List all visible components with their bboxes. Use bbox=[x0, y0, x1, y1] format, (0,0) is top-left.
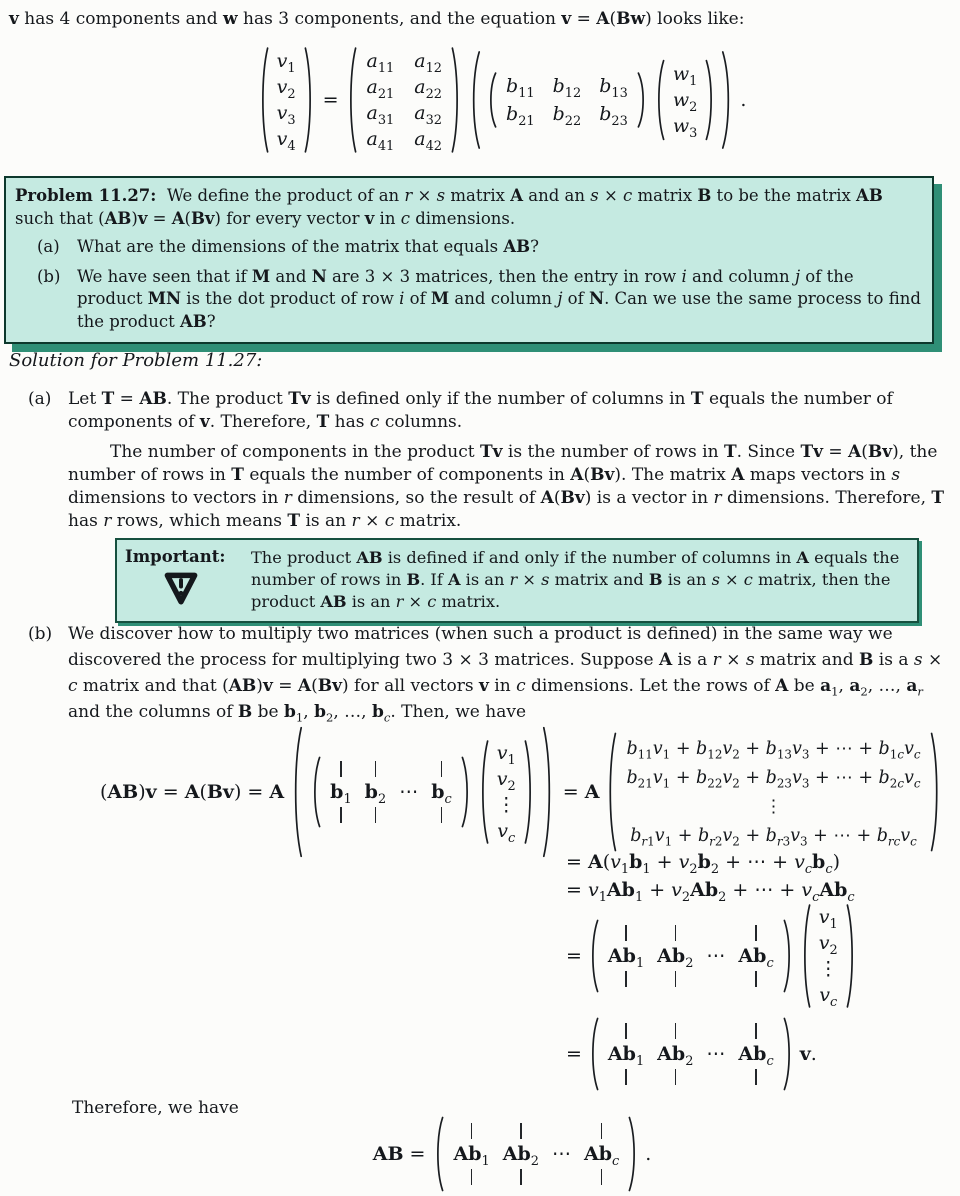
matrix-cell: $a_{12}$ bbox=[414, 50, 443, 76]
part-b-paragraph: We discover how to multiply two matrices (when such a product is defined) in the same way we discovered the process for multiplying two 3 × 3 matrices. Suppose A is a r × s matrix and B is a s × c matrix and that (AB)v = A(Bv) for all vectors v in c dimensions. Let the rows of A be $a_1$, $a_2$, …, $a_r$ and the columns of B be $b_1$, $b_2$, …, $b_c$. Then, we have bbox=[68, 624, 943, 725]
problem-item-b bbox=[15, 266, 921, 334]
v-column-vector bbox=[478, 739, 535, 845]
left-paren-icon bbox=[468, 50, 482, 150]
matrix-column-bar bbox=[675, 1069, 677, 1085]
left-paren-icon bbox=[346, 46, 358, 154]
spacer bbox=[561, 1123, 563, 1139]
spacer bbox=[408, 761, 410, 777]
matrix-cell: $v_2$ bbox=[818, 932, 838, 958]
matrix-cell: $v_1$ bbox=[818, 906, 838, 932]
matrix-cell: $v_c$ bbox=[819, 984, 838, 1010]
equals-sign: = bbox=[322, 89, 339, 111]
Ab-columns-matrix bbox=[588, 1017, 794, 1091]
matrix-cell: $Ab_2$ bbox=[502, 1143, 539, 1169]
part-b-label: (b) bbox=[28, 624, 53, 644]
matrix-column-bar bbox=[755, 925, 757, 941]
matrix-cell: $a_{31}$ bbox=[366, 102, 395, 128]
spacer bbox=[715, 925, 717, 941]
final-equation bbox=[32, 1114, 960, 1194]
item-b-text: We have seen that if M and N are 3 × 3 matrices, then the entry in row i and column j of the product MN is the dot product of row i of M and column j of N. Can we use the same process to find the product AB? bbox=[77, 266, 921, 331]
matrix-column-bar bbox=[755, 1023, 757, 1039]
spacer bbox=[715, 1069, 717, 1085]
problem-intro-text: We define the product of an r × s matrix A and an s × c matrix B to be the matrix AB such that (AB)v = A(Bv) for every vector v in c dimensions. bbox=[15, 186, 883, 228]
equals-sign: = bbox=[566, 945, 582, 967]
equals-A: = A bbox=[562, 781, 600, 803]
part-a-paragraph-2: The number of components in the product Tv is the number of rows in T. Since Tv = A(Bv), the number of rows in T equals the number of components in A(Bv). The matrix A maps vectors in s dimensions to vectors in r dimensions, so the result of A(Bv) is a vector in r dimensions. Therefore, T has r rows, which means T is an r × c matrix. bbox=[68, 442, 945, 531]
matrix-column-bar bbox=[625, 1069, 627, 1085]
matrix-cell: ⋯ bbox=[551, 1143, 571, 1165]
right-paren-icon bbox=[303, 46, 315, 154]
spacer bbox=[561, 1169, 563, 1185]
important-box-left bbox=[125, 547, 237, 609]
right-paren-icon bbox=[720, 50, 734, 150]
part-a-paragraph-1: Let T = AB. The product Tv is defined only if the number of columns in T equals the number of components of v. Therefore, T has c columns. bbox=[68, 389, 893, 432]
right-paren-icon bbox=[704, 59, 716, 141]
right-paren-icon bbox=[460, 756, 472, 828]
period: . bbox=[740, 89, 747, 111]
matrix-cell: $b_{11}v_1 + b_{12}v_2 + b_{13}v_3$ + ⋯ + $b_{1c}v_c$ bbox=[626, 738, 921, 761]
right-paren-icon bbox=[523, 739, 535, 845]
problem-item-a bbox=[15, 236, 921, 259]
right-paren-icon bbox=[450, 46, 462, 154]
matrix-cell: $b_2$ bbox=[364, 781, 387, 807]
matrix-cell: $v_4$ bbox=[276, 128, 296, 154]
matrix-cell: $b_{23}$ bbox=[599, 103, 628, 129]
right-paren-icon bbox=[782, 919, 794, 993]
v-column-vector bbox=[800, 903, 857, 1009]
matrix-cell: $v_2$ bbox=[496, 768, 516, 794]
matrix-column-bar bbox=[601, 1123, 603, 1139]
right-paren-icon bbox=[636, 72, 648, 128]
matrix-column-bar bbox=[340, 807, 342, 823]
warning-icon bbox=[159, 569, 203, 609]
spacer bbox=[715, 971, 717, 987]
left-paren-icon bbox=[588, 919, 600, 993]
problem-statement bbox=[15, 185, 921, 230]
matrix-cell: $b_{11}$ bbox=[506, 75, 535, 101]
right-paren-icon bbox=[541, 725, 555, 859]
matrix-column-bar bbox=[625, 925, 627, 941]
matrix-cell: $b_{22}$ bbox=[552, 103, 582, 129]
b-matrix bbox=[486, 72, 648, 128]
matrix-cell: ⋯ bbox=[399, 781, 419, 803]
spacer bbox=[408, 807, 410, 823]
left-paren-icon bbox=[433, 1116, 445, 1192]
period: . bbox=[645, 1143, 652, 1165]
matrix-cell: $Ab_2$ bbox=[657, 945, 694, 971]
derivation-line-3: = $v_1Ab_1 + v_2Ab_2$ + ⋯ + $v_cAb_c$ bbox=[566, 879, 855, 905]
matrix-column-bar bbox=[441, 807, 443, 823]
derivation-line-1 bbox=[100, 724, 942, 860]
matrix-column-bar bbox=[520, 1169, 522, 1185]
matrix-cell: $b_{r1}v_1 + b_{r2}v_2 + b_{r3}v_3$ + ⋯ + $b_{rc}v_c$ bbox=[630, 825, 917, 848]
sum-matrix bbox=[605, 731, 941, 853]
solution-part-a bbox=[28, 388, 952, 533]
item-a-label: (a) bbox=[37, 237, 60, 256]
left-paren-icon bbox=[486, 72, 498, 128]
right-paren-icon bbox=[782, 1017, 794, 1091]
derivation-line-2: = $A(v_1b_1 + v_2b_2$ + ⋯ + $v_cb_c$) bbox=[566, 851, 840, 877]
matrix-cell: $w_2$ bbox=[672, 89, 698, 115]
matrix-column-bar bbox=[755, 971, 757, 987]
item-a-text: What are the dimensions of the matrix that equals AB? bbox=[77, 237, 539, 256]
matrix-cell: $a_{11}$ bbox=[366, 50, 395, 76]
equation-v-equals-ABw bbox=[22, 46, 960, 154]
matrix-cell: $a_{22}$ bbox=[414, 76, 443, 102]
matrix-cell: ⋮ bbox=[818, 958, 838, 980]
final-lead: AB = bbox=[372, 1143, 426, 1165]
spacer bbox=[715, 1023, 717, 1039]
matrix-column-bar bbox=[520, 1123, 522, 1139]
w-column-vector bbox=[654, 59, 716, 141]
matrix-cell: $b_1$ bbox=[330, 781, 352, 807]
left-paren-icon bbox=[605, 731, 618, 853]
derivation-line-5 bbox=[566, 1014, 817, 1094]
matrix-column-bar bbox=[375, 761, 377, 777]
matrix-column-bar bbox=[625, 1023, 627, 1039]
problem-label: Problem 11.27: bbox=[15, 186, 157, 205]
matrix-cell: $Ab_1$ bbox=[453, 1143, 490, 1169]
v-period: v. bbox=[799, 1043, 817, 1065]
Ab-columns-matrix bbox=[588, 919, 794, 993]
left-paren-icon bbox=[310, 756, 322, 828]
matrix-cell: ⋯ bbox=[706, 1043, 726, 1065]
matrix-column-bar bbox=[675, 925, 677, 941]
derivation-line-4 bbox=[566, 902, 857, 1010]
matrix-cell: $Ab_1$ bbox=[607, 945, 645, 971]
matrix-cell: $Ab_c$ bbox=[738, 1043, 774, 1069]
therefore-text: Therefore, we have bbox=[72, 1098, 239, 1118]
right-paren-icon bbox=[845, 903, 857, 1009]
matrix-cell: $v_c$ bbox=[497, 820, 516, 846]
important-box bbox=[115, 538, 919, 623]
matrix-cell: ⋮ bbox=[764, 796, 783, 817]
important-text: The product AB is defined if and only if the number of columns in A equals the number of rows in B. If A is an r × s matrix and B is an s × c matrix, then the product AB is an r × c matrix. bbox=[251, 548, 900, 611]
left-paren-icon bbox=[800, 903, 812, 1009]
problem-box bbox=[4, 176, 934, 344]
matrix-cell: $b_c$ bbox=[431, 781, 452, 807]
a-matrix bbox=[346, 46, 462, 154]
matrix-cell: $b_{12}$ bbox=[552, 75, 582, 101]
matrix-column-bar bbox=[625, 971, 627, 987]
matrix-cell: $w_1$ bbox=[672, 63, 698, 89]
matrix-column-bar bbox=[601, 1169, 603, 1185]
matrix-cell: $b_{21}v_1 + b_{22}v_2 + b_{23}v_3$ + ⋯ + $b_{2c}v_c$ bbox=[626, 767, 921, 790]
matrix-column-bar bbox=[675, 1023, 677, 1039]
solution-heading: Solution for Problem 11.27: bbox=[9, 350, 263, 371]
matrix-cell: $b_{13}$ bbox=[599, 75, 628, 101]
solution-part-b bbox=[28, 621, 954, 725]
matrix-cell: $v_3$ bbox=[276, 102, 296, 128]
b-columns-matrix bbox=[310, 756, 472, 828]
matrix-cell: $a_{32}$ bbox=[414, 102, 443, 128]
equals-sign: = bbox=[566, 1043, 582, 1065]
matrix-column-bar bbox=[471, 1169, 473, 1185]
matrix-cell: $Ab_c$ bbox=[583, 1143, 620, 1169]
matrix-cell: $v_2$ bbox=[276, 76, 296, 102]
v-column-vector bbox=[258, 46, 315, 154]
matrix-column-bar bbox=[675, 971, 677, 987]
matrix-cell: $v_1$ bbox=[276, 50, 296, 76]
intro-paragraph: v has 4 components and w has 3 components, and the equation v = A(Bw) looks like: bbox=[9, 9, 745, 29]
item-b-label: (b) bbox=[37, 266, 61, 286]
Ab-columns-matrix bbox=[433, 1116, 639, 1192]
matrix-cell: $a_{41}$ bbox=[366, 128, 395, 154]
matrix-cell: $w_3$ bbox=[672, 115, 698, 141]
right-paren-icon bbox=[929, 731, 942, 853]
matrix-column-bar bbox=[755, 1069, 757, 1085]
matrix-column-bar bbox=[375, 807, 377, 823]
left-paren-icon bbox=[290, 725, 304, 859]
left-paren-icon bbox=[654, 59, 666, 141]
left-paren-icon bbox=[588, 1017, 600, 1091]
derivation-lead: (AB)v = A(Bv) = A bbox=[100, 781, 285, 803]
matrix-column-bar bbox=[340, 761, 342, 777]
matrix-cell: $a_{42}$ bbox=[414, 128, 443, 154]
part-a-label: (a) bbox=[28, 389, 52, 409]
matrix-cell: $v_1$ bbox=[496, 742, 516, 768]
matrix-cell: ⋯ bbox=[706, 945, 726, 967]
important-label: Important: bbox=[125, 547, 226, 566]
left-paren-icon bbox=[478, 739, 490, 845]
matrix-cell: $Ab_1$ bbox=[607, 1043, 645, 1069]
matrix-cell: $a_{21}$ bbox=[366, 76, 395, 102]
matrix-cell: $Ab_2$ bbox=[657, 1043, 694, 1069]
matrix-column-bar bbox=[441, 761, 443, 777]
matrix-cell: ⋮ bbox=[496, 794, 516, 816]
matrix-cell: $Ab_c$ bbox=[738, 945, 774, 971]
left-paren-icon bbox=[258, 46, 270, 154]
right-paren-icon bbox=[627, 1116, 639, 1192]
matrix-column-bar bbox=[471, 1123, 473, 1139]
matrix-cell: $b_{21}$ bbox=[506, 103, 535, 129]
